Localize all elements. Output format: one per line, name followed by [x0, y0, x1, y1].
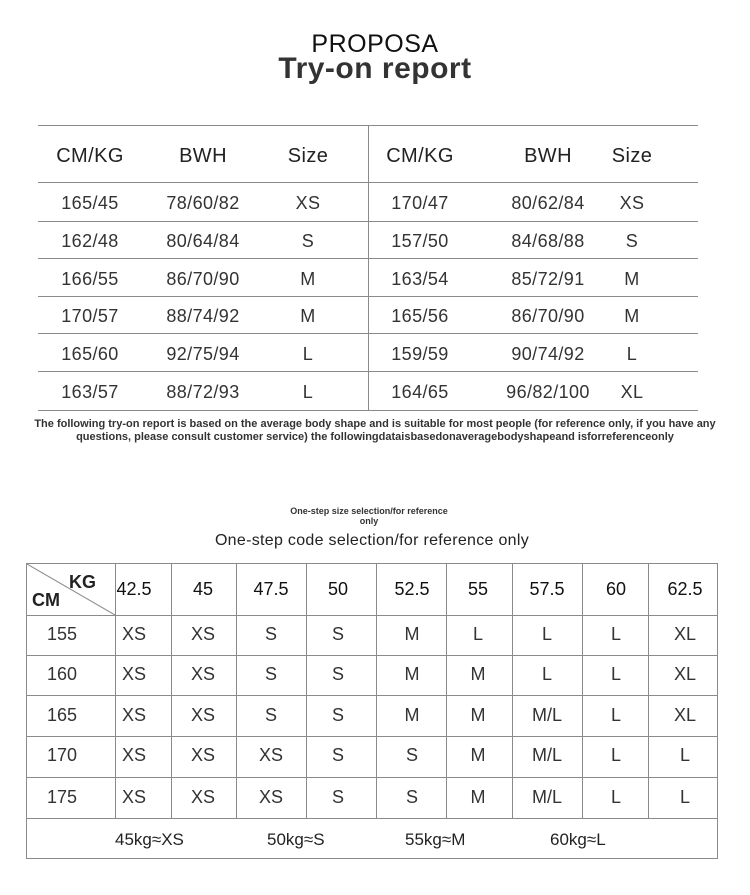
table-cell: 80/64/84 — [166, 231, 240, 251]
table-cell: 86/70/90 — [511, 306, 585, 326]
size-cell: M — [404, 664, 420, 684]
grid-rule — [27, 655, 717, 656]
table-rule — [38, 410, 698, 411]
size-cell: S — [405, 787, 418, 807]
table-cell: M — [300, 269, 316, 289]
size-cell: L — [610, 624, 621, 644]
grid-rule — [27, 818, 717, 819]
column-header: Size — [287, 145, 329, 167]
size-cell: XS — [258, 745, 283, 765]
size-cell: M — [470, 664, 486, 684]
size-cell: L — [679, 745, 690, 765]
table-cell: M — [300, 306, 316, 326]
weight-header: 42.5 — [116, 579, 152, 599]
grid-column-rule — [582, 564, 583, 818]
weight-header: 50 — [327, 579, 349, 599]
grid-rule — [27, 695, 717, 696]
grid-column-rule — [512, 564, 513, 818]
size-cell: S — [264, 664, 277, 684]
table-cell: 78/60/82 — [166, 193, 240, 213]
weight-size-equivalence: 45kg≈XS — [115, 830, 184, 849]
size-selection-grid — [26, 563, 718, 859]
brand-name: PROPOSA — [311, 30, 439, 58]
size-cell: XL — [673, 705, 697, 725]
weight-header: 45 — [192, 579, 214, 599]
table-cell: 159/59 — [391, 344, 449, 364]
size-cell: M — [404, 624, 420, 644]
table-cell: XS — [295, 193, 321, 213]
column-header: BWH — [524, 145, 572, 167]
size-cell: L — [541, 624, 552, 644]
table-cell: L — [302, 382, 314, 402]
table-cell: 86/70/90 — [166, 269, 240, 289]
height-label: 165 — [46, 705, 78, 725]
weight-header: 60 — [605, 579, 627, 599]
weight-size-equivalence: 55kg≈M — [405, 830, 466, 849]
table-cell: 84/68/88 — [511, 231, 585, 251]
size-cell: S — [331, 705, 344, 725]
column-header: Size — [611, 145, 653, 167]
size-selection-title: One-step code selection/for reference only — [214, 532, 530, 549]
size-cell: M — [470, 787, 486, 807]
size-selection-small-note: One-step size selection/for reference only — [290, 506, 448, 526]
weight-header: 62.5 — [667, 579, 703, 599]
size-cell: XS — [190, 624, 215, 644]
grid-column-rule — [446, 564, 447, 818]
size-cell: XS — [190, 664, 215, 684]
size-cell: XS — [121, 705, 146, 725]
size-cell: L — [541, 664, 552, 684]
size-cell: S — [331, 787, 344, 807]
cm-axis-label: CM — [32, 590, 60, 610]
table-cell: 163/54 — [391, 269, 449, 289]
size-cell: XS — [121, 787, 146, 807]
weight-header: 52.5 — [394, 579, 430, 599]
size-cell: XS — [190, 745, 215, 765]
table-cell: 162/48 — [61, 231, 119, 251]
grid-rule — [27, 736, 717, 737]
grid-column-rule — [171, 564, 172, 818]
table-cell: 170/57 — [61, 306, 119, 326]
table-cell: 96/82/100 — [506, 382, 590, 402]
size-cell: S — [405, 745, 418, 765]
size-cell: S — [264, 624, 277, 644]
size-cell: M/L — [531, 705, 562, 725]
table-cell: 92/75/94 — [166, 344, 240, 364]
size-cell: M — [470, 705, 486, 725]
size-cell: XS — [121, 745, 146, 765]
grid-column-rule — [236, 564, 237, 818]
size-cell: XS — [190, 705, 215, 725]
size-cell: XS — [121, 624, 146, 644]
height-label: 170 — [46, 745, 78, 765]
table-cell: S — [625, 231, 639, 251]
size-cell: L — [679, 787, 690, 807]
size-cell: S — [264, 705, 277, 725]
size-cell: S — [331, 624, 344, 644]
table-cell: 88/72/93 — [166, 382, 240, 402]
weight-header: 55 — [467, 579, 489, 599]
page-title: Try-on report — [278, 52, 472, 85]
height-label: 160 — [46, 664, 78, 684]
table-cell: XL — [620, 382, 644, 402]
table-cell: L — [626, 344, 638, 364]
height-label: 155 — [46, 624, 78, 644]
size-cell: M — [470, 745, 486, 765]
size-cell: L — [610, 705, 621, 725]
size-cell: S — [331, 745, 344, 765]
grid-rule — [27, 777, 717, 778]
table-cell: 88/74/92 — [166, 306, 240, 326]
size-cell: S — [331, 664, 344, 684]
weight-size-equivalence: 50kg≈S — [267, 830, 325, 849]
table-cell: 165/60 — [61, 344, 119, 364]
size-cell: XS — [258, 787, 283, 807]
size-cell: L — [472, 624, 483, 644]
kg-axis-label: KG — [69, 572, 96, 592]
grid-column-rule — [376, 564, 377, 818]
height-label: 175 — [46, 787, 78, 807]
weight-header: 57.5 — [529, 579, 565, 599]
table-cell: 165/45 — [61, 193, 119, 213]
column-divider — [368, 125, 369, 410]
table-cell: M — [624, 269, 640, 289]
table-cell: 170/47 — [391, 193, 449, 213]
table-cell: 90/74/92 — [511, 344, 585, 364]
table-cell: S — [301, 231, 315, 251]
table-cell: 85/72/91 — [511, 269, 585, 289]
report-note: The following try-on report is based on the average body shape and is suitable for most people (for reference only, if you have any questions, please consult customer service) the followingdataisbasedonaveragebodyshapeand isforreferenceonly — [34, 418, 716, 443]
size-cell: M/L — [531, 787, 562, 807]
size-cell: XS — [121, 664, 146, 684]
table-cell: 163/57 — [61, 382, 119, 402]
grid-column-rule — [648, 564, 649, 818]
try-on-report-table — [38, 125, 698, 410]
grid-rule — [27, 615, 717, 616]
table-cell: 165/56 — [391, 306, 449, 326]
table-cell: 166/55 — [61, 269, 119, 289]
size-cell: L — [610, 664, 621, 684]
column-header: CM/KG — [386, 145, 454, 167]
size-cell: XS — [190, 787, 215, 807]
column-header: CM/KG — [56, 145, 124, 167]
grid-column-rule — [115, 564, 116, 818]
table-cell: 157/50 — [391, 231, 449, 251]
size-cell: M — [404, 705, 420, 725]
table-cell: 164/65 — [391, 382, 449, 402]
grid-column-rule — [306, 564, 307, 818]
size-cell: M/L — [531, 745, 562, 765]
table-cell: M — [624, 306, 640, 326]
table-cell: 80/62/84 — [511, 193, 585, 213]
table-cell: XS — [619, 193, 645, 213]
size-cell: XL — [673, 624, 697, 644]
size-cell: L — [610, 787, 621, 807]
weight-header: 47.5 — [253, 579, 289, 599]
size-cell: XL — [673, 664, 697, 684]
table-cell: L — [302, 344, 314, 364]
column-header: BWH — [179, 145, 227, 167]
weight-size-equivalence: 60kg≈L — [550, 830, 606, 849]
size-cell: L — [610, 745, 621, 765]
